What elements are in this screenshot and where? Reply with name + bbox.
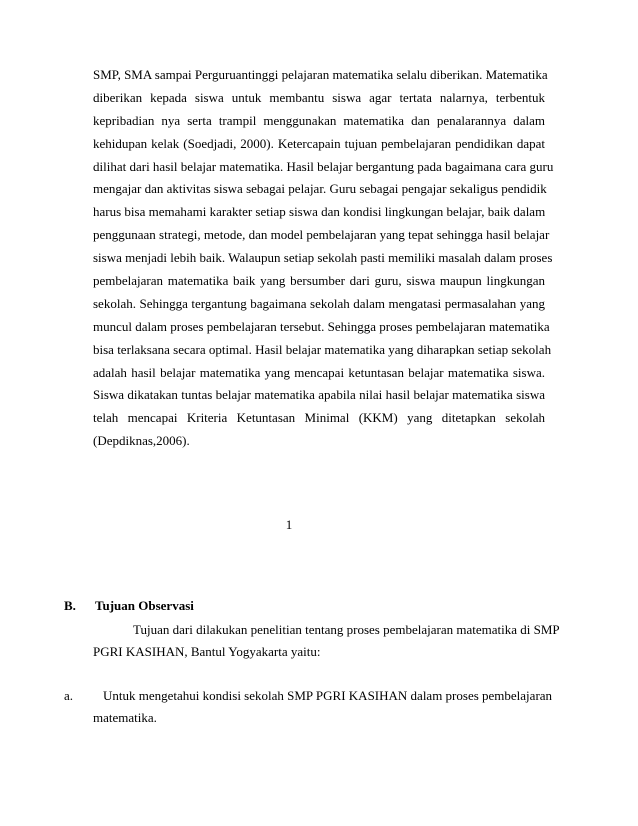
text-line: Untuk mengetahui kondisi sekolah SMP PGRI KASIHAN dalam proses pembelajaran: [103, 688, 553, 703]
text-line: dilihat dari hasil belajar matematika. Hasil belajar bergantung pada bagaimana cara guru: [93, 158, 554, 174]
text-line: siswa menjadi lebih baik. Walaupun setiap sekolah pasti memiliki masalah dalam proses: [93, 250, 553, 266]
text-line: kepribadian nya serta trampil menggunakan matematika dan penalarannya dalam: [93, 112, 545, 128]
list-marker: a.: [64, 688, 74, 703]
text-line: Siswa dikatakan tuntas belajar matematika apabila nilai hasil belajar matematika siswa: [93, 387, 545, 403]
text-line: diberikan kepada siswa untuk membantu siswa agar tertata nalarnya, terbentuk: [93, 89, 545, 105]
text-line: pembelajaran matematika baik yang bersumber dari guru, siswa maupun lingkungan: [93, 273, 545, 289]
section-label: B.: [64, 598, 76, 613]
section-title: Tujuan Observasi: [95, 598, 194, 613]
text-line: mengajar dan aktivitas siswa sebagai pelajar. Guru sebagai pengajar sekaligus pendidik: [93, 181, 547, 197]
text-line: kehidupan kelak (Soedjadi, 2000). Ketercapain tujuan pembelajaran pendidikan dapat: [93, 135, 545, 151]
list-item-body: [93, 685, 553, 729]
text-line: bisa terlaksana secara optimal. Hasil belajar matematika yang diharapkan setiap sekolah: [93, 341, 552, 357]
text-line: sekolah. Sehingga tergantung bagaimana sekolah dalam mengatasi permasalahan yang: [93, 295, 545, 311]
text-line: SMP, SMA sampai Perguruantinggi pelajaran matematika selalu diberikan. Matematika: [93, 67, 548, 82]
section-intro: [93, 619, 560, 663]
text-line: (Depdiknas,2006).: [93, 433, 190, 449]
text-line: matematika.: [93, 710, 157, 725]
text-line: harus bisa memahami karakter setiap siswa dan kondisi lingkungan belajar, baik dalam: [93, 204, 546, 220]
text-line: Tujuan dari dilakukan penelitian tentang proses pembelajaran matematika di SMP: [133, 622, 560, 637]
text-line: adalah hasil belajar matematika yang mencapai ketuntasan belajar matematika siswa.: [93, 364, 545, 380]
body-paragraph: [93, 64, 554, 453]
text-line: PGRI KASIHAN, Bantul Yogyakarta yaitu:: [93, 644, 321, 659]
text-line: penggunaan strategi, metode, dan model pembelajaran yang tepat sehingga hasil belajar: [93, 227, 550, 243]
text-line: telah mencapai Kriteria Ketuntasan Minimal (KKM) yang ditetapkan sekolah: [93, 410, 545, 426]
page-number: 1: [285, 517, 293, 532]
text-line: muncul dalam proses pembelajaran tersebut. Sehingga proses pembelajaran matematika: [93, 318, 550, 334]
